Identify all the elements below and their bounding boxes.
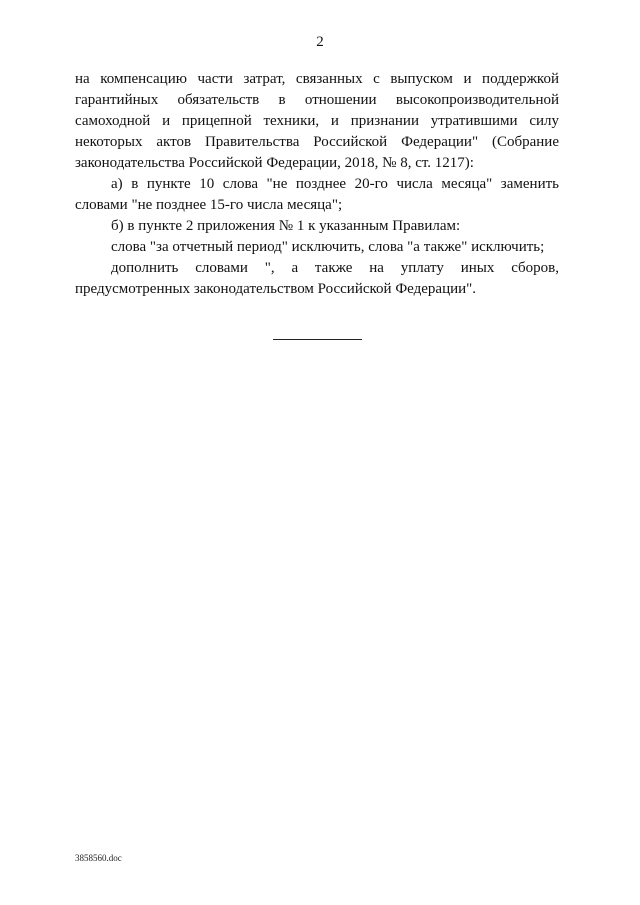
- document-body: [75, 69, 559, 300]
- paragraph-words-add: дополнить словами ", а также на уплату иных сборов, предусмотренных законодательством Российской Федерации".: [75, 260, 559, 297]
- page-number: 2: [316, 34, 324, 50]
- paragraph-item-a: а) в пункте 10 слова "не позднее 20-го числа месяца" заменить словами "не позднее 15-го числа месяца";: [75, 176, 559, 213]
- paragraph-item-b: б) в пункте 2 приложения № 1 к указанным Правилам:: [111, 218, 461, 234]
- paragraph-words-exclude: слова "за отчетный период" исключить, слова "а также" исключить;: [111, 239, 545, 255]
- paragraph-intro: на компенсацию части затрат, связанных с выпуском и поддержкой гарантийных обязательств в отношении высокопроизводительной самоходной и прицепной техники, и признании утратившими силу некоторых актов Правительства Российской Федерации" (Собрание законодательства Российской Федерации, 2018, № 8, ст. 1217):: [75, 71, 559, 171]
- footer-document-code: 3858560.doc: [75, 853, 122, 863]
- end-separator-line: [273, 339, 362, 340]
